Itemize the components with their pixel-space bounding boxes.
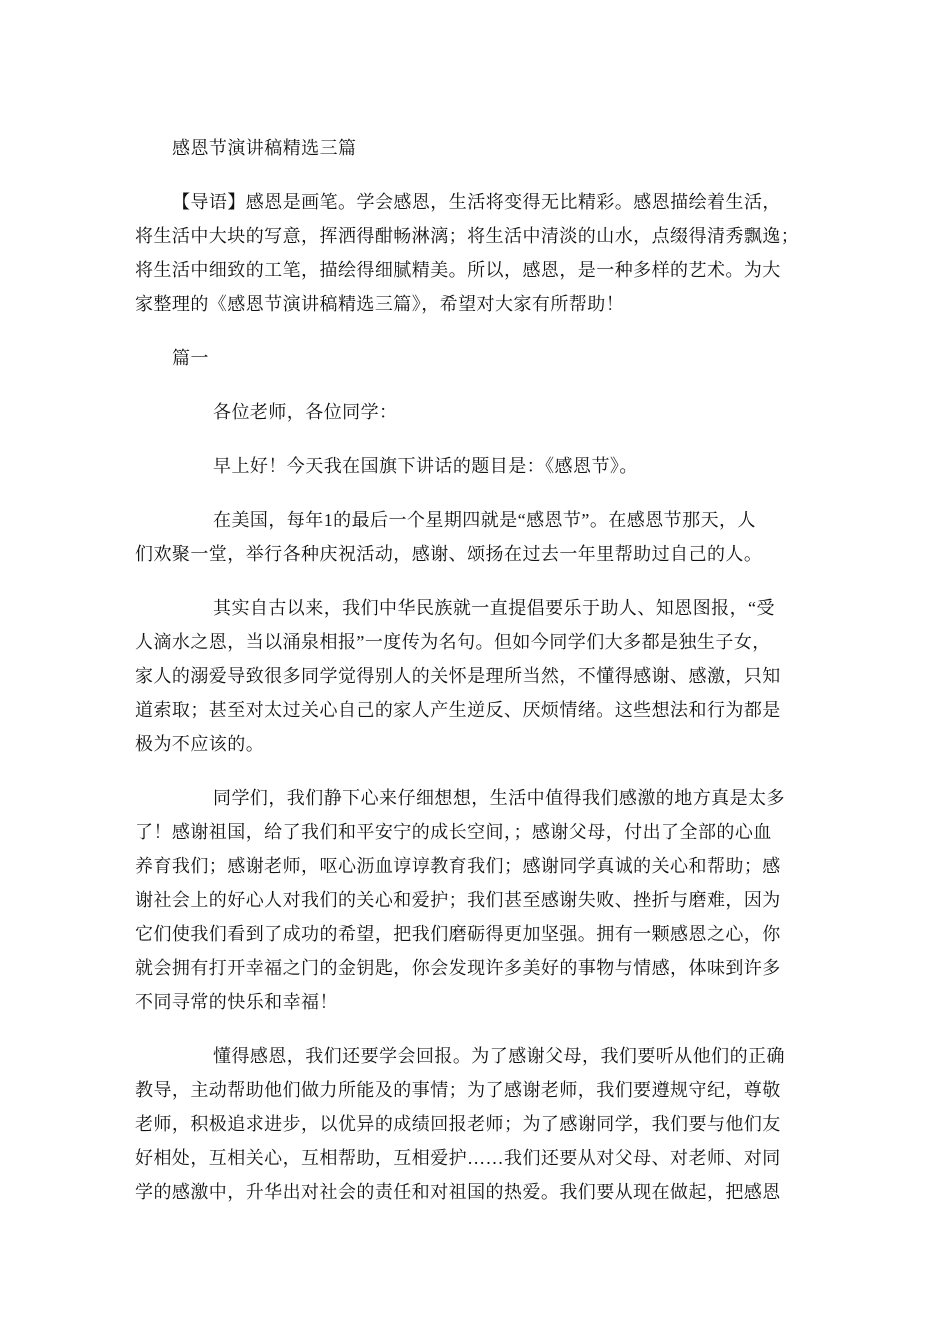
section-heading	[135, 341, 815, 375]
text-line: 不同寻常的快乐和幸福！	[135, 992, 338, 1012]
text-line: 懂得感恩，我们还要学会回报。为了感谢父母，我们要听从他们的正确	[213, 1046, 785, 1066]
text-line: 养育我们；感谢老师，呕心沥血谆谆教育我们；感谢同学真诚的关心和帮助；感	[135, 856, 781, 876]
text-line: 人滴水之恩，当以涌泉相报”一度传为名句。但如今同学们大多都是独生子女，	[135, 632, 771, 652]
body-paragraph	[135, 449, 815, 483]
text-line: 其实自古以来，我们中华民族就一直提倡要乐于助人、知恩图报，“受	[213, 598, 775, 618]
text-line: 将生活中细致的工笔，描绘得细腻精美。所以，感恩，是一种多样的艺术。为大	[135, 260, 781, 280]
document-body	[135, 131, 815, 1209]
text-line: 在美国，每年1的最后一个星期四就是“感恩节”。在感恩节那天，人	[213, 510, 756, 530]
text-line: 极为不应该的。	[135, 734, 265, 754]
text-line: 教导，主动帮助他们做力所能及的事情；为了感谢老师，我们要遵规守纪，尊敬	[135, 1080, 781, 1100]
text-line: 家人的溺爱导致很多同学觉得别人的关怀是理所当然，不懂得感谢、感激，只知	[135, 666, 781, 686]
text-line: 家整理的《感恩节演讲稿精选三篇》，希望对大家有所帮助！	[135, 294, 625, 314]
intro-paragraph	[135, 185, 815, 321]
body-paragraph	[135, 1039, 815, 1209]
text-line: 【导语】感恩是画笔。学会感恩，生活将变得无比精彩。感恩描绘着生活，	[172, 192, 781, 212]
body-paragraph	[135, 395, 815, 429]
text-line: 它们使我们看到了成功的希望，把我们磨砺得更加坚强。拥有一颗感恩之心，你	[135, 924, 781, 944]
text-line: 感恩节演讲稿精选三篇	[172, 138, 357, 158]
text-line: 老师，积极追求进步，以优异的成绩回报老师；为了感谢同学，我们要与他们友	[135, 1114, 781, 1134]
text-line: 们欢聚一堂，举行各种庆祝活动，感谢、颂扬在过去一年里帮助过自己的人。	[135, 544, 763, 564]
text-line: 就会拥有打开幸福之门的金钥匙，你会发现许多美好的事物与情感，体味到许多	[135, 958, 781, 978]
text-line: 谢社会上的好心人对我们的关心和爱护；我们甚至感谢失败、挫折与磨难，因为	[135, 890, 781, 910]
body-paragraph	[135, 503, 815, 571]
document-title	[135, 131, 815, 165]
text-line: 好相处，互相关心，互相帮助，互相爱护……我们还要从对父母、对老师、对同	[135, 1148, 781, 1168]
body-paragraph	[135, 781, 815, 1019]
body-paragraph	[135, 591, 815, 761]
text-line: 学的感激中，升华出对社会的责任和对祖国的热爱。我们要从现在做起，把感恩	[135, 1182, 781, 1202]
text-line: 了！感谢祖国，给了我们和平安宁的成长空间，；感谢父母，付出了全部的心血	[135, 822, 772, 842]
text-line: 各位老师，各位同学：	[213, 402, 398, 422]
text-line: 道索取；甚至对太过关心自己的家人产生逆反、厌烦情绪。这些想法和行为都是	[135, 700, 781, 720]
text-line: 早上好！今天我在国旗下讲话的题目是：《感恩节》。	[213, 456, 638, 476]
text-line: 将生活中大块的写意，挥洒得酣畅淋漓；将生活中清淡的山水，点缀得清秀飘逸；	[135, 226, 800, 246]
text-line: 同学们，我们静下心来仔细想想，生活中值得我们感激的地方真是太多	[213, 788, 785, 808]
text-line: 篇一	[172, 348, 209, 368]
